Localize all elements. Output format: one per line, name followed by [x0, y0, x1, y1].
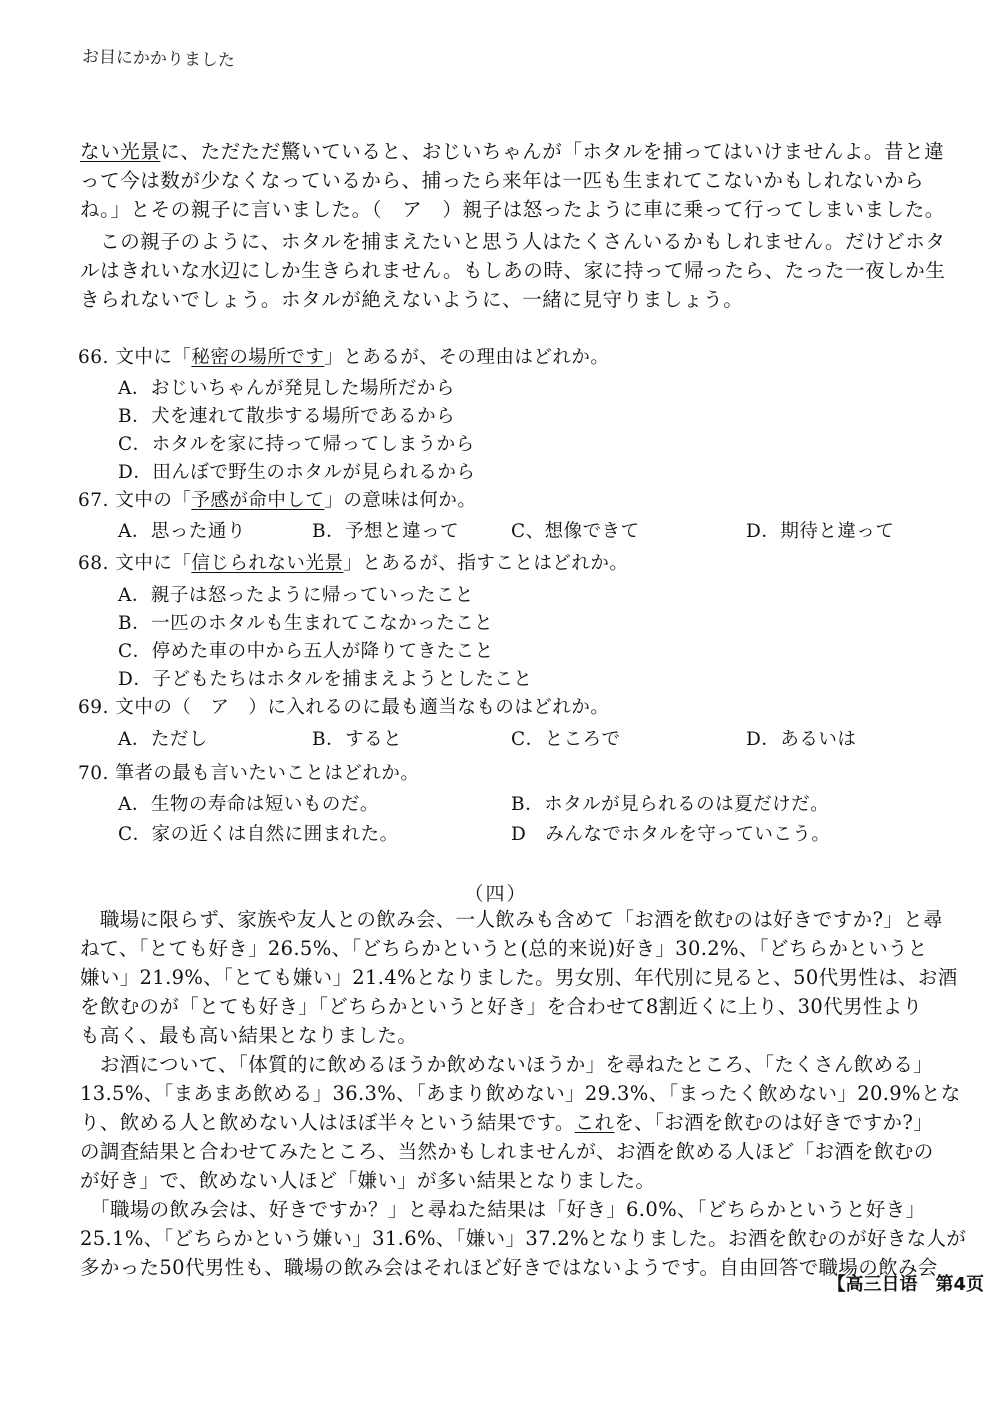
handwritten-note: お目にかかりました — [81, 47, 236, 71]
question-number: 68. — [78, 553, 109, 574]
question-number: 70. — [78, 763, 109, 784]
underlined-phrase: 信じられない光景 — [191, 553, 344, 574]
passage-line: お酒について、「体質的に飲めるほうか飲めないほうか」を尋ねたところ、「たくさん飲める」 — [80, 1053, 934, 1076]
passage-line: 「職場の飲み会は、好きですか？」と尋ねた結果は「好き」6.0%、「どちらかというと好き」 — [80, 1198, 926, 1221]
option-68-b: B．一匹のホタルも生まれてこなかったこと — [118, 613, 494, 634]
section4-passage — [80, 905, 967, 1282]
option-67-c: C、想像できて — [511, 521, 640, 542]
passage-line: が好き」で、飲めない人ほど「嫌い」が多い結果となりました。 — [80, 1169, 656, 1192]
option-66-a: A．おじいちゃんが発見した場所だから — [118, 378, 455, 399]
passage-line: 25.1%、「どちらかという嫌い」31.6%、「嫌い」37.2%となりました。お酒を飲むのが好きな人が — [80, 1227, 967, 1250]
question-70: 70. 筆者の最も言いたいことはどれか。 — [78, 763, 420, 784]
passage-line: も高く、最も高い結果となりました。 — [80, 1024, 418, 1047]
question-number: 69. — [78, 697, 109, 718]
passage-line: 13.5%、「まあまあ飲める」36.3%、「あまり飲めない」29.3%、「まったく飲めない」20.9%とな — [80, 1082, 961, 1105]
underlined-phrase: 秘密の場所です — [191, 347, 325, 368]
option-69-c: C．ところで — [511, 729, 621, 750]
question-67: 67. 文中の「予感が命中して」の意味は何か。 — [78, 490, 477, 511]
question-68: 68. 文中に「信じられない光景」とあるが、指すことはどれか。 — [78, 553, 629, 574]
option-66-b: B．犬を連れて散歩する場所であるから — [118, 406, 456, 427]
underlined-phrase: これ — [574, 1111, 615, 1134]
option-69-b: B．すると — [312, 729, 403, 750]
option-68-a: A．親子は怒ったように帰っていったこと — [118, 585, 474, 606]
passage-line: この親子のように、ホタルを捕まえたいと思う人はたくさんいるかもしれません。だけどホタ — [80, 230, 946, 253]
question-number: 66. — [78, 347, 109, 368]
option-70-c: C．家の近くは自然に囲まれた。 — [118, 824, 399, 845]
option-70-d: D みんなでホタルを守っていこう。 — [511, 824, 831, 845]
passage-line: って今は数が少なくなっているから、捕ったら来年は一匹も生まれてこないかもしれないから — [80, 169, 925, 192]
option-67-a: A．思った通り — [118, 521, 246, 542]
passage-line: きられないでしょう。ホタルが絶えないように、一緒に見守りましょう。 — [80, 288, 744, 311]
section-heading: （四） — [464, 883, 528, 905]
passage-line: を飲むのが「とても好き」「どちらかというと好き」を合わせて8割近くに上り、30代男性より — [80, 995, 923, 1018]
option-66-c: C．ホタルを家に持って帰ってしまうから — [118, 434, 475, 455]
option-67-d: D．期待と違って — [746, 521, 895, 542]
question-66: 66. 文中に「秘密の場所です」とあるが、その理由はどれか。 — [78, 347, 610, 368]
option-69-a: A．ただし — [118, 729, 208, 750]
option-69-d: D．あるいは — [746, 729, 857, 750]
option-70-a: A．生物の寿命は短いものだ。 — [118, 794, 379, 815]
passage-line: ルはきれいな水辺にしか生きられません。もしあの時、家に持って帰ったら、たった一夜しか生 — [80, 259, 946, 282]
option-67-b: B．予想と違って — [312, 521, 460, 542]
option-70-b: B．ホタルが見られるのは夏だけだ。 — [511, 794, 830, 815]
passage-line: の調査結果と合わせてみたところ、当然かもしれませんが、お酒を飲める人ほど「お酒を飲むの — [80, 1140, 934, 1163]
option-68-d: D．子どもたちはホタルを捕まえようとしたこと — [118, 669, 533, 690]
passage — [80, 137, 946, 314]
question-number: 67. — [78, 490, 109, 511]
question-69: 69. 文中の（ ア ）に入れるのに最も適当なものはどれか。 — [78, 697, 610, 718]
passage-line: 多かった50代男性も、職場の飲み会はそれほど好きではないようです。自由回答で職場の飲み会 — [80, 1256, 938, 1279]
passage-line: り、飲める人と飲めない人はほぼ半々という結果です。これを、「お酒を飲むのは好きですか?」 — [80, 1111, 934, 1134]
passage-line: ねて、「とても好き」26.5%、「どちらかというと(总的来说)好き」30.2%、「どちらかというと — [80, 937, 928, 960]
page-footer: 【高三日语 第4页 — [827, 1274, 984, 1295]
passage-line: 職場に限らず、家族や友人との飲み会、一人飲みも含めて「お酒を飲むのは好きですか?」と尋 — [80, 908, 943, 931]
option-66-d: D．田んぼで野生のホタルが見られるから — [118, 462, 476, 483]
option-68-c: C．停めた車の中から五人が降りてきたこと — [118, 641, 494, 662]
underlined-phrase: ない光景 — [80, 140, 161, 163]
passage-line: 嫌い」21.9%、「とても嫌い」21.4%となりました。男女別、年代別に見ると、50代男性は、お酒 — [80, 966, 958, 989]
passage-line: ね。」とその親子に言いました。（ ア ）親子は怒ったように車に乗って行ってしまいました。 — [80, 198, 945, 221]
underlined-phrase: 予感が命中して — [191, 490, 325, 511]
passage-line: ない光景に、ただただ驚いていると、おじいちゃんが「ホタルを捕ってはいけませんよ。昔と違 — [80, 140, 945, 163]
